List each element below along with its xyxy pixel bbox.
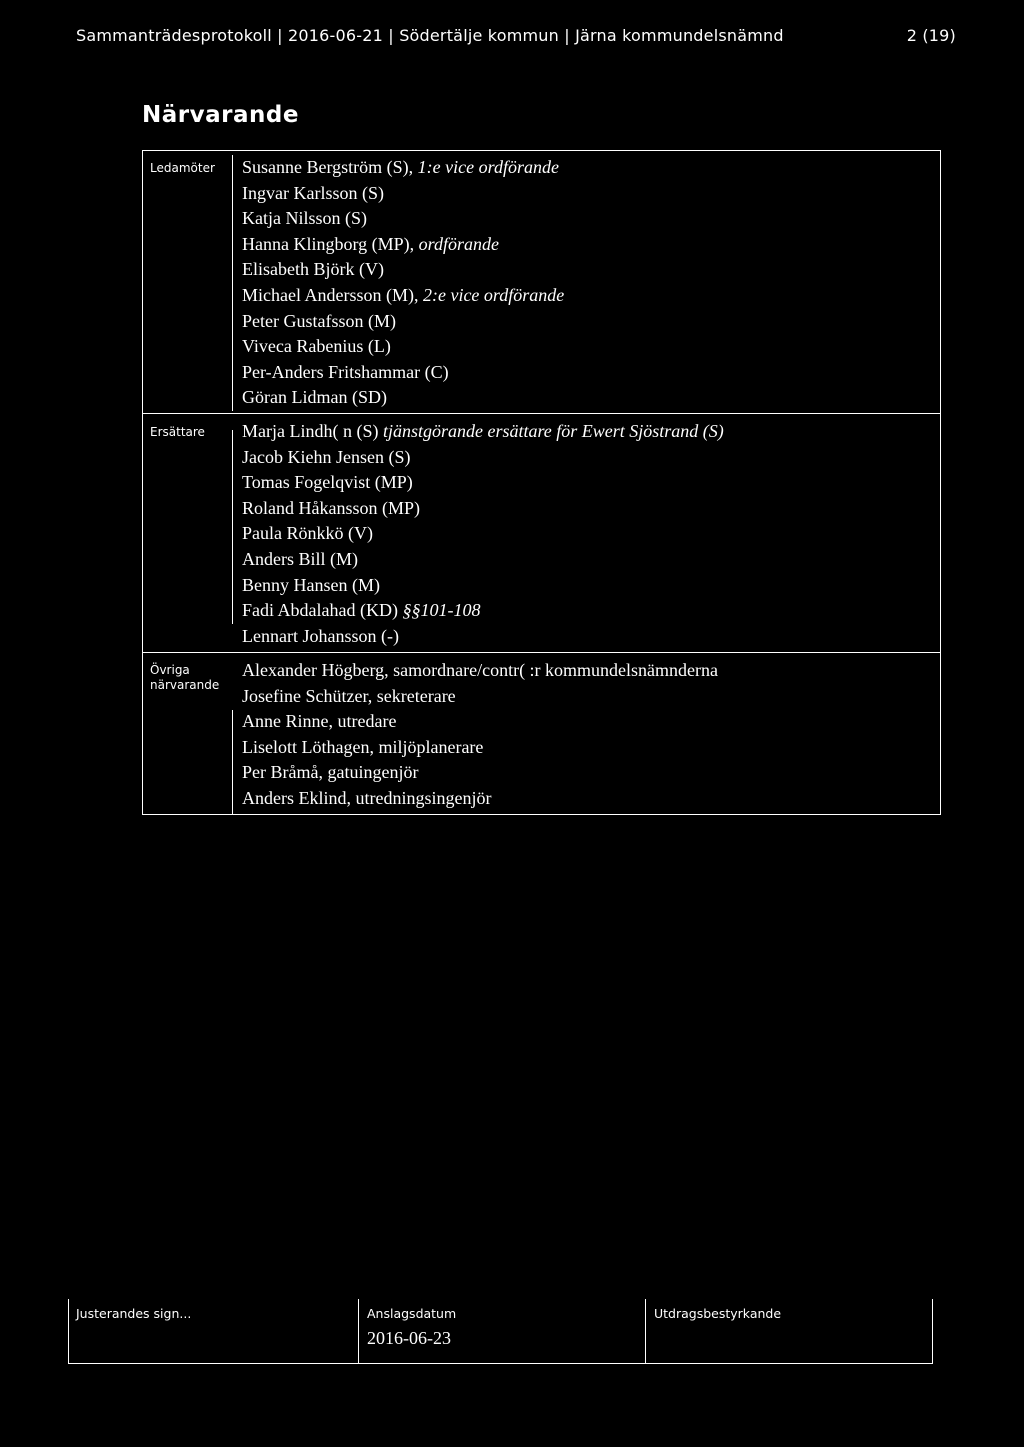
list-item: Ingvar Karlsson (S)	[242, 182, 384, 203]
anslagsdatum-value: 2016-06-23	[367, 1328, 451, 1348]
column-divider	[232, 430, 233, 624]
list-item: Liselott Löthagen, miljöplanerare	[242, 736, 484, 757]
column-divider	[232, 710, 233, 814]
list-item: Alexander Högberg, samordnare/contr( :r kommundelsnämnderna	[242, 660, 719, 680]
signature-footer	[68, 1299, 933, 1364]
section-divider-ovriga	[142, 652, 941, 653]
list-item: Benny Hansen (M)	[242, 574, 380, 595]
list-item: Tomas Fogelqvist (MP)	[242, 472, 413, 493]
footer-divider	[645, 1299, 646, 1364]
footer-divider	[358, 1299, 359, 1364]
header-title: Sammanträdesprotokoll | 2016-06-21 | Södertälje kommun | Järna kommundelsnämnd	[76, 26, 784, 45]
list-item: Hanna Klingborg (MP), ordförande	[242, 233, 499, 254]
page-title: Närvarande	[142, 102, 299, 128]
list-item: Michael Andersson (M), 2:e vice ordförande	[242, 284, 565, 305]
list-item: Anders Eklind, utredningsingenjör	[242, 787, 492, 808]
list-item: Per Bråmå, gatuingenjör	[242, 762, 419, 783]
ersattare-list	[242, 419, 724, 649]
section-label-ersattare: Ersättare	[150, 425, 205, 439]
list-item: Per-Anders Fritshammar (C)	[242, 361, 449, 382]
utdragsbestyrkande-label: Utdragsbestyrkande	[654, 1306, 782, 1321]
section-label-ledamoter: Ledamöter	[150, 161, 215, 175]
list-item: Anders Bill (M)	[242, 548, 358, 569]
list-item: Peter Gustafsson (M)	[242, 310, 396, 331]
section-label-ovriga-line1: Övriga	[150, 663, 190, 677]
list-item: Anne Rinne, utredare	[242, 711, 397, 732]
list-item: Susanne Bergström (S), 1:e vice ordförande	[242, 157, 559, 177]
page-number: 2 (19)	[906, 26, 956, 45]
column-divider	[232, 155, 233, 411]
list-item: Josefine Schützer, sekreterare	[242, 685, 456, 706]
anslagsdatum-label: Anslagsdatum	[367, 1306, 457, 1321]
section-label-ovriga	[150, 663, 219, 693]
section-divider-ersattare	[142, 413, 941, 414]
list-item: Elisabeth Björk (V)	[242, 259, 384, 280]
list-item: Roland Håkansson (MP)	[242, 497, 420, 518]
list-item: Jacob Kiehn Jensen (S)	[242, 446, 411, 467]
ovriga-list	[242, 658, 718, 812]
list-item: Katja Nilsson (S)	[242, 208, 367, 229]
list-item: Marja Lindh( n (S) tjänstgörande ersättare för Ewert Sjöstrand (S)	[242, 421, 724, 441]
section-label-ovriga-line2: närvarande	[150, 678, 220, 692]
ledamoter-list	[242, 155, 564, 411]
page-header	[76, 26, 956, 45]
list-item: Lennart Johansson (-)	[242, 625, 399, 646]
list-item: Göran Lidman (SD)	[242, 387, 387, 408]
list-item: Paula Rönkkö (V)	[242, 523, 373, 544]
list-item: Fadi Abdalahad (KD) §§101-108	[242, 600, 481, 621]
justerandes-signatur-label: Justerandes sign...	[76, 1306, 192, 1321]
list-item: Viveca Rabenius (L)	[242, 336, 391, 357]
